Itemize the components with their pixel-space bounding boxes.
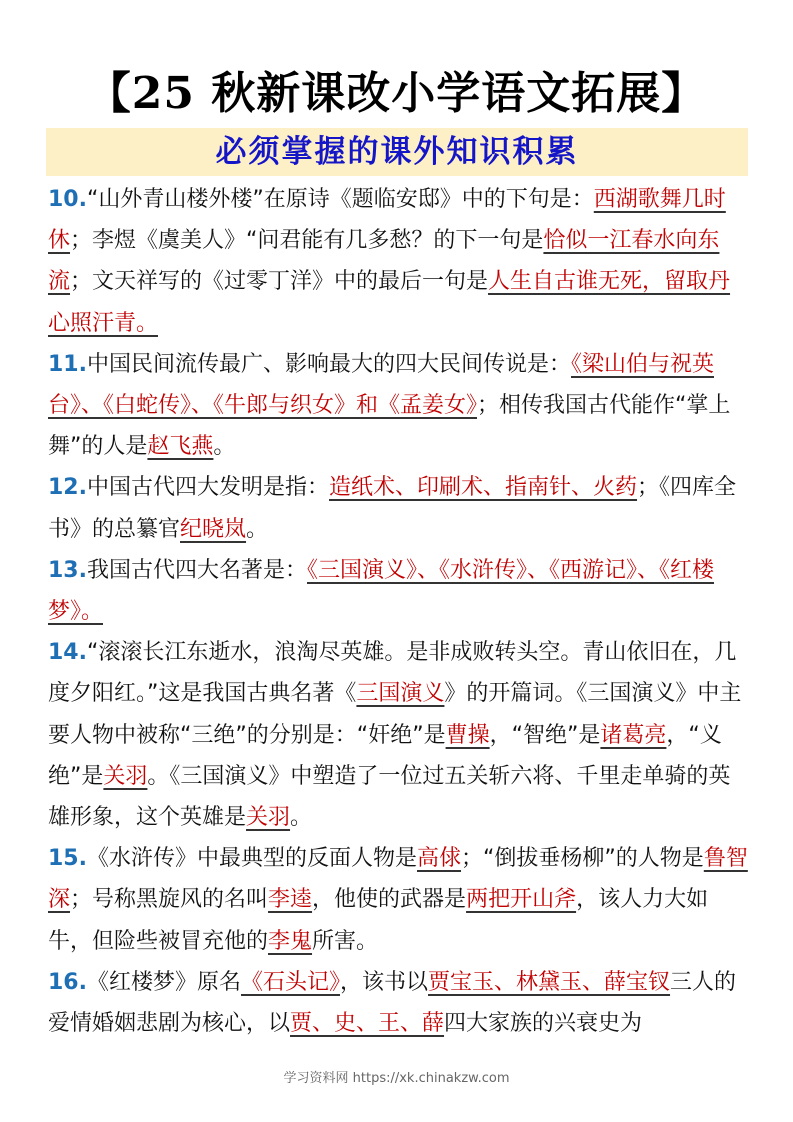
answer-text: 诸葛亮 bbox=[600, 722, 667, 748]
question-text: 。 bbox=[246, 516, 269, 542]
item-number: 13. bbox=[48, 557, 87, 583]
subtitle-band bbox=[46, 128, 748, 176]
answer-text: 《石头记》 bbox=[241, 969, 341, 995]
answer-text: 赵飞燕 bbox=[147, 434, 214, 460]
answer-text: 关羽 bbox=[246, 805, 291, 831]
question-text: 所害。 bbox=[312, 928, 379, 954]
answer-text: 关羽 bbox=[103, 763, 148, 789]
item-number: 15. bbox=[48, 846, 87, 872]
question-text: ；文天祥写的《过零丁洋》中的最后一句是 bbox=[70, 269, 489, 295]
knowledge-item bbox=[48, 962, 750, 1044]
question-text: ；《四库全书》的总纂官 bbox=[48, 475, 737, 542]
item-number: 10. bbox=[48, 187, 87, 212]
answer-text: 李逵 bbox=[268, 887, 313, 913]
knowledge-item bbox=[48, 632, 750, 838]
knowledge-item bbox=[48, 838, 750, 962]
question-text: 我国古代四大名著是： bbox=[86, 557, 307, 583]
answer-text: 三国演义 bbox=[356, 681, 445, 707]
answer-text: 人生自古谁无死，留取丹心照汗青。 bbox=[48, 269, 731, 336]
answer-text: 《三国演义》、《水浒传》、《西游记》、《红楼梦》。 bbox=[48, 557, 715, 625]
knowledge-list bbox=[48, 179, 750, 1044]
question-text: 《红楼梦》原名 bbox=[86, 969, 241, 995]
answer-text: 高俅 bbox=[417, 846, 462, 872]
item-number: 12. bbox=[48, 475, 87, 501]
answer-text: 恰似一江春水向东流 bbox=[48, 228, 720, 295]
knowledge-item bbox=[48, 179, 750, 344]
question-text: ；相传我国古代能作“掌上舞”的人是 bbox=[48, 393, 731, 460]
answer-text: 鲁智深 bbox=[48, 846, 748, 913]
answer-text: 贾宝玉、林黛玉、薛宝钗 bbox=[428, 969, 671, 995]
answer-text: 两把开山斧 bbox=[466, 887, 577, 913]
question-text: ，该书以 bbox=[340, 969, 429, 995]
question-text: ，该人力大如牛，但险些被冒充他的 bbox=[48, 887, 709, 954]
knowledge-item bbox=[48, 467, 750, 549]
question-text: ；“倒拔垂杨柳”的人物是 bbox=[461, 846, 704, 872]
item-number: 16. bbox=[48, 969, 87, 995]
question-text: “山外青山楼外楼”在原诗《题临安邸》中的下句是： bbox=[86, 187, 594, 212]
answer-text: 西湖歌舞几时休 bbox=[48, 187, 726, 254]
page-subtitle: 必须掌握的课外知识积累 bbox=[215, 134, 579, 170]
question-text: 四大家族的兴衰史为 bbox=[444, 1011, 643, 1037]
question-text: 。 bbox=[290, 805, 313, 831]
question-text: 。《三国演义》中塑造了一位过五关斩六将、千里走单骑的英雄形象，这个英雄是 bbox=[48, 763, 731, 831]
answer-text: 《梁山伯与祝英台》、《白蛇传》、《牛郎与织女》和《孟姜女》 bbox=[48, 351, 715, 419]
question-text: ；号称黑旋风的名叫 bbox=[70, 887, 269, 913]
knowledge-item bbox=[48, 344, 750, 468]
question-text: ，“义绝”是 bbox=[48, 722, 722, 789]
question-text: 。 bbox=[213, 434, 236, 460]
answer-text: 贾、史、王、薛 bbox=[290, 1011, 445, 1037]
question-text: 三人的爱情婚姻悲剧为核心，以 bbox=[48, 969, 737, 1037]
question-text: “滚滚长江东逝水，浪淘尽英雄。是非成败转头空。青山依旧在，几度夕阳红。”这是我国古典名著《 bbox=[48, 640, 737, 707]
answer-text: 纪晓岚 bbox=[180, 516, 247, 542]
answer-text: 李鬼 bbox=[268, 928, 313, 954]
page-title: 【25 秋新课改小学语文拓展】 bbox=[86, 68, 707, 119]
answer-text: 曹操 bbox=[445, 722, 490, 748]
question-text: ；李煜《虞美人》“问君能有几多愁？的下一句是 bbox=[70, 228, 544, 254]
question-text: ，“智绝”是 bbox=[489, 722, 601, 748]
question-text: 《水浒传》中最典型的反面人物是 bbox=[86, 846, 417, 872]
question-text: 中国民间流传最广、影响最大的四大民间传说是： bbox=[86, 351, 571, 377]
question-text: 》的开篇词。《三国演义》中主要人物中被称“三绝”的分别是：“奸绝”是 bbox=[48, 681, 742, 748]
item-number: 11. bbox=[48, 351, 87, 377]
question-text: 中国古代四大发明是指： bbox=[86, 475, 329, 501]
footer-watermark: 学习资料网 https://xk.chinakzw.com bbox=[283, 1071, 510, 1086]
knowledge-item bbox=[48, 550, 750, 632]
question-text: ，他使的武器是 bbox=[312, 887, 467, 913]
item-number: 14. bbox=[48, 640, 87, 666]
answer-text: 造纸术、印刷术、指南针、火药 bbox=[329, 475, 638, 501]
